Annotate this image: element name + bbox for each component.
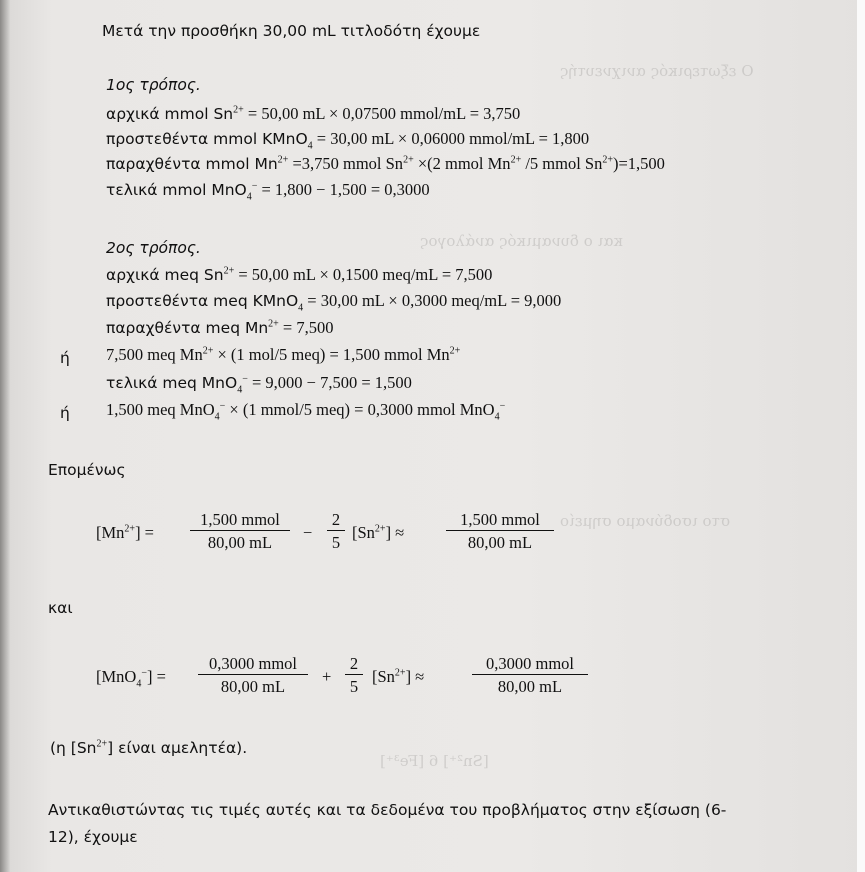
- and-text: και: [48, 599, 73, 617]
- page-edge: [857, 0, 865, 872]
- method2-title: 2ος τρόπος.: [106, 239, 201, 257]
- method1-title: 1ος τρόπος.: [106, 76, 201, 94]
- heading-text: Μετά την προσθήκη 30,00 mL τιτλοδότη έχουμε: [102, 22, 481, 40]
- eq1-sn-term: $[Sn^{2+}]$ ≈: [352, 523, 405, 542]
- eq2-fraction-two-fifths: $\frac{2}{5}$: [345, 654, 363, 697]
- method2-line3: παραχθέντα meq $Mn^{2+} = 7,500$: [106, 318, 334, 337]
- bleed-through: και ο δυναμικός ανάλογος: [420, 232, 623, 250]
- or-marker-2: ή: [60, 404, 70, 422]
- closing-line-2: 12), έχουμε: [48, 828, 138, 846]
- eq2-lhs: [MnO$_4$−] =: [96, 667, 166, 690]
- closing-line-1: Αντικαθιστώντας τις τιμές αυτές και τα δεδομένα του προβλήματος στην εξίσωση (6-: [48, 801, 727, 819]
- eq2-fraction-1: 0,3000 mmol 80,00 mL: [198, 654, 308, 697]
- method2-line2: προστεθέντα meq KMnO$_4$ = 30,00 mL × 0,3000 meq/mL = 9,000: [106, 291, 562, 314]
- eq1-fraction-two-fifths: $\frac{2}{5}$: [327, 510, 345, 553]
- eq2-sn-term: $[Sn^{2+}]$ ≈: [372, 667, 425, 686]
- eq1-minus: −: [303, 523, 313, 542]
- eq2-fraction-2: 0,3000 mmol 80,00 mL: [472, 654, 588, 697]
- bleed-through: στο ισοδύναμο σημείο: [560, 512, 731, 530]
- therefore-text: Επομένως: [48, 461, 126, 479]
- or-marker-1: ή: [60, 349, 70, 367]
- method1-line4: τελικά mmol MnO$_4$− = 1,800 − 1,500 = 0,3000: [106, 180, 430, 203]
- page-shadow: [0, 0, 10, 872]
- bleed-through: Ο εξωτερικός ανιχνευτής: [560, 62, 754, 80]
- negligible-note: (η $[Sn^{2+}]$ είναι αμελητέα).: [50, 738, 248, 757]
- eq1-fraction-1: 1,500 mmol 80,00 mL: [190, 510, 290, 553]
- bleed-through: [Sn²⁺] 6 [Fe³⁺]: [380, 752, 489, 770]
- method1-line2: προστεθέντα mmol KMnO$_4$ = 30,00 mL × 0,06000 mmol/mL = 1,800: [106, 129, 590, 152]
- eq1-lhs: $[Mn^{2+}]$ =: [96, 523, 154, 542]
- method2-line5: τελικά meq MnO$_4$− = 9,000 − 7,500 = 1,500: [106, 373, 412, 396]
- method2-line4: 7,500 meq $Mn^{2+} \times (1$ mol/5 meq) = 1,500 mmol $Mn^{2+}$: [106, 345, 461, 364]
- method2-line6: 1,500 meq MnO$_4$− × (1 mmol/5 meq) = 0,3000 mmol MnO$_4$−: [106, 400, 506, 423]
- method1-line3: παραχθέντα mmol $Mn^{2+} =3,750$ mmol $Sn^{2+} \times(2$ mmol $Mn^{2+}$ /5 mmol $Sn^{2+})=1,500$: [106, 154, 665, 173]
- eq1-fraction-2: 1,500 mmol 80,00 mL: [446, 510, 554, 553]
- eq2-plus: +: [322, 667, 332, 686]
- method2-line1: αρχικά meq $Sn^{2+} = 50,00$ mL × 0,1500 meq/mL = 7,500: [106, 265, 493, 284]
- method1-line1: αρχικά mmol $Sn^{2+} = 50,00$ mL × 0,07500 mmol/mL = 3,750: [106, 104, 521, 123]
